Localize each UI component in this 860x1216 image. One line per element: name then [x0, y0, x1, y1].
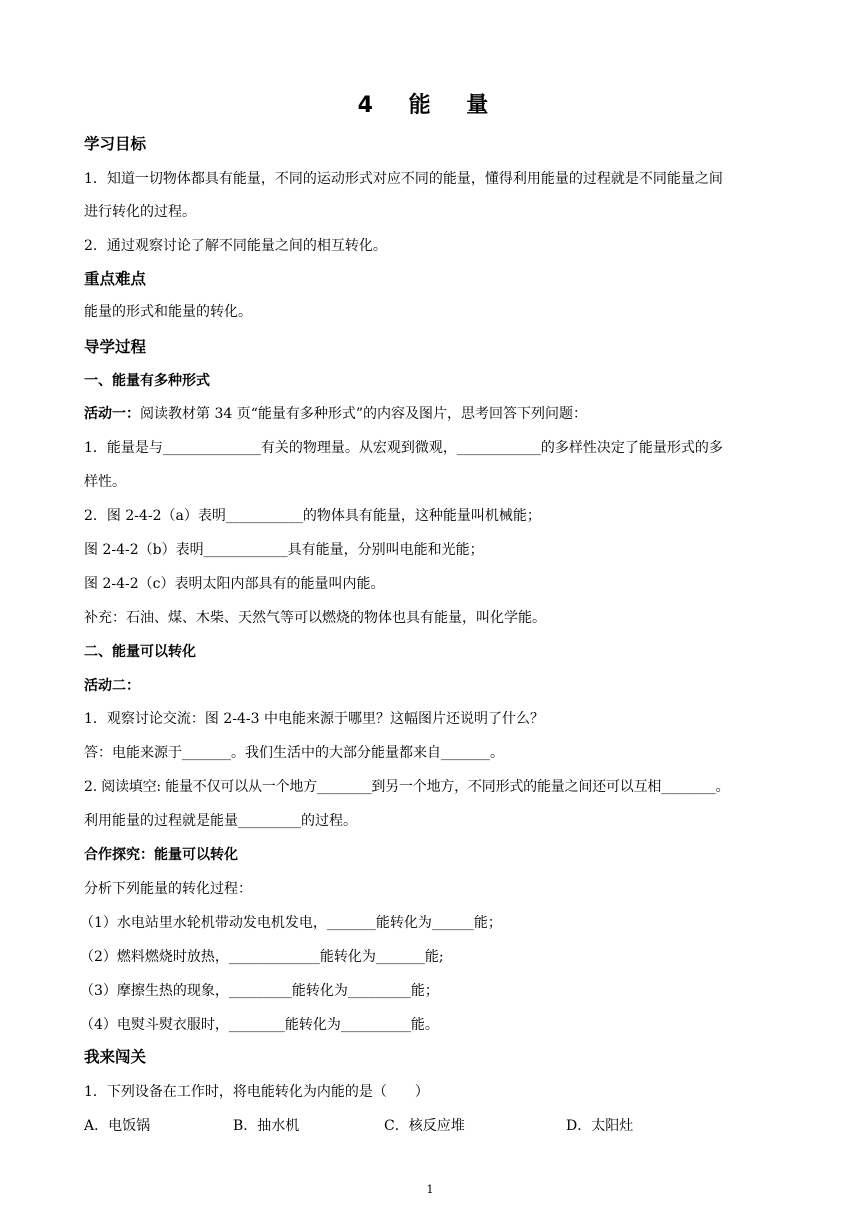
objective-1-line-2: 进行转化的过程。	[84, 204, 196, 220]
objective-1-line-1: 1．知道一切物体都具有能量，不同的运动形式对应不同的能量，懂得利用能量的过程就是不同能量之间	[84, 171, 723, 187]
supplement-text: 补充：石油、煤、木柴、天然气等可以燃烧的物体也具有能量，叫化学能。	[84, 610, 546, 626]
question-2-line-3: 图 2-4-2（c）表明太阳内部具有的能量叫内能。	[84, 576, 385, 592]
activity2-question-2-line-1: 2. 阅读填空: 能量不仅可以从一个地方________到另一个地方，不同形式的能量之间还可以互相________。	[84, 779, 730, 795]
question-1-line-2: 样性。	[84, 474, 126, 490]
option-c: C．核反应堆	[384, 1118, 465, 1134]
coop-item-3: （3）摩擦生热的现象，_________能转化为_________能；	[80, 983, 439, 999]
keypoints-heading: 重点难点	[84, 270, 147, 288]
option-d: D．太阳灶	[566, 1118, 634, 1134]
keypoints-text: 能量的形式和能量的转化。	[84, 304, 252, 320]
question-1-line-1: 1．能量是与______________有关的物理量。从宏观到微观，____________的多样性决定了能量形式的多	[84, 440, 723, 456]
activity2-question-1: 1．观察讨论交流：图 2-4-3 中电能来源于哪里？这幅图片还说明了什么？	[84, 711, 544, 727]
question-2-line-1: 2．图 2-4-2（a）表明___________的物体具有能量，这种能量叫机械能；	[84, 508, 541, 524]
activity1-label: 活动一：	[84, 406, 140, 422]
activity1-text: 阅读教材第 34 页“能量有多种形式”的内容及图片，思考回答下列问题：	[140, 406, 588, 422]
activity1-line	[84, 404, 587, 424]
challenge-question-1: 1．下列设备在工作时，将电能转化为内能的是（ ）	[84, 1084, 429, 1100]
coop-item-1: （1）水电站里水轮机带动发电机发电，_______能转化为______能；	[80, 915, 502, 931]
objectives-heading: 学习目标	[84, 135, 147, 153]
question-2-line-2: 图 2-4-2（b）表明____________具有能量，分别叫电能和光能；	[84, 542, 484, 558]
activity2-answer: 答：电能来源于_______。我们生活中的大部分能量都来自_______。	[84, 745, 504, 761]
page-number: 1	[426, 1183, 434, 1196]
coop-item-4: （4）电熨斗熨衣服时，________能转化为__________能。	[80, 1017, 439, 1033]
page-title: 4 能 量	[357, 93, 503, 118]
activity2-question-2-line-2: 利用能量的过程就是能量_________的过程。	[84, 813, 357, 829]
challenge-heading: 我来闯关	[84, 1048, 147, 1066]
activity2-label: 活动二：	[84, 678, 140, 694]
process-heading: 导学过程	[84, 338, 147, 356]
option-b: B．抽水机	[233, 1118, 300, 1134]
objective-2: 2．通过观察讨论了解不同能量之间的相互转化。	[84, 238, 387, 254]
part2-heading: 二、能量可以转化	[84, 644, 196, 660]
part1-heading: 一、能量有多种形式	[84, 373, 210, 389]
option-a: A．电饭锅	[84, 1118, 151, 1134]
coop-heading: 合作探究：能量可以转化	[84, 847, 238, 863]
coop-item-2: （2）燃料燃烧时放热，_____________能转化为_______能;	[80, 949, 444, 965]
coop-intro: 分析下列能量的转化过程：	[84, 881, 252, 897]
